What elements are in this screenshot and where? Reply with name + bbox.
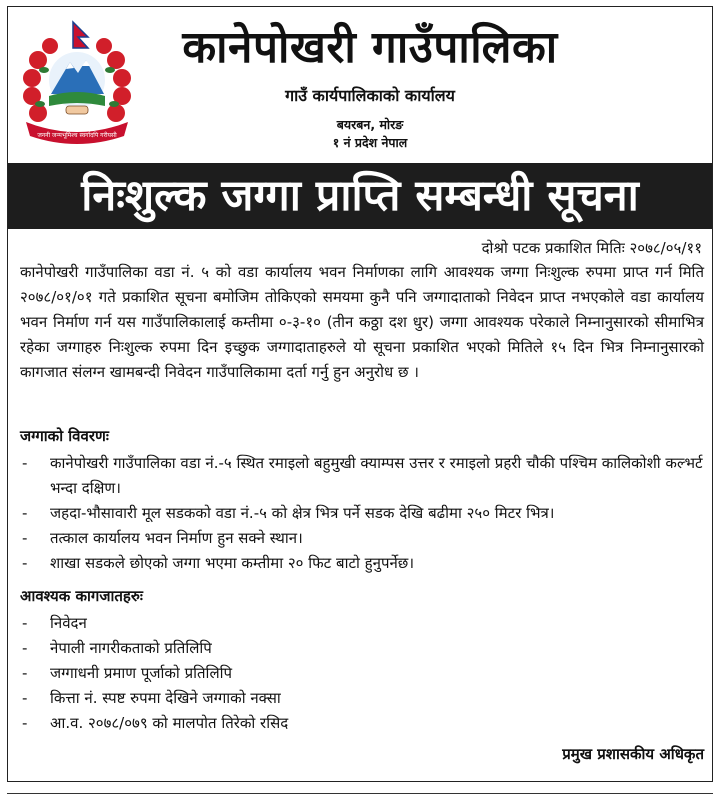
- list-item-text: कित्ता नं. स्पष्ट रुपमा देखिने जग्गाको नक्सा: [50, 689, 281, 707]
- municipality-name: कानेपोखरी गाउँपालिका: [182, 22, 558, 73]
- list-item: [20, 711, 704, 736]
- notice-title: निःशुल्क जग्गा प्राप्ति सम्बन्धी सूचना: [8, 163, 712, 229]
- bullet-dash: -: [22, 554, 28, 572]
- office-name: गाउँ कार्यपालिकाको कार्यालय: [285, 86, 455, 105]
- list-item: [20, 636, 704, 661]
- address-line-2: १ नं प्रदेश नेपाल: [332, 135, 408, 150]
- bullet-dash: -: [22, 529, 28, 547]
- list-item: [20, 501, 704, 526]
- list-item: [20, 526, 704, 551]
- bullet-dash: -: [22, 639, 28, 657]
- list-item: [20, 611, 704, 636]
- required-docs-heading: आवश्यक कागजातहरुः: [20, 587, 143, 605]
- list-item-text: शाखा सडकले छोएको जग्गा भएमा कम्तीमा २० फिट बाटो हुनुपर्नेछ।: [50, 554, 415, 572]
- bullet-dash: -: [22, 689, 28, 707]
- bullet-dash: -: [22, 454, 28, 472]
- bullet-dash: -: [22, 664, 28, 682]
- bullet-dash: -: [22, 614, 28, 632]
- list-item-text: आ.व. २०७८/०७९ को मालपोत तिरेको रसिद: [50, 714, 289, 732]
- national-emblem-icon: [18, 18, 136, 150]
- list-item-text: जग्गाधनी प्रमाण पूर्जाको प्रतिलिपि: [50, 664, 233, 682]
- list-item: [20, 661, 704, 686]
- list-item: [20, 686, 704, 711]
- address-block: [160, 116, 580, 152]
- required-docs-list: [20, 611, 704, 736]
- list-item-text: कानेपोखरी गाउँपालिका वडा नं.-५ स्थित रमाइलो बहुमुखी क्याम्पस उत्तर र रमाइलो प्रहरी चौकी पश्चिम कालिकोशी कल्भर्ट भन्दा दक्षिण।: [50, 454, 703, 497]
- bullet-dash: -: [22, 714, 28, 732]
- flag-icon: [73, 22, 88, 48]
- list-item-text: जहदा-भौसावारी मूल सडकको वडा नं.-५ को क्षेत्र भित्र पर्ने सडक देखि बढीमा २५० मिटर भित्र।: [50, 504, 555, 522]
- list-item-text: निवेदन: [50, 614, 87, 632]
- list-item: [20, 551, 704, 576]
- list-item-text: नेपाली नागरीकताको प्रतिलिपि: [50, 639, 212, 657]
- bottom-divider: [7, 793, 713, 794]
- list-item-text: तत्काल कार्यालय भवन निर्माण हुन सक्ने स्थान।: [50, 529, 303, 547]
- land-details-list: [20, 451, 704, 576]
- notice-body: कानेपोखरी गाउँपालिका वडा नं. ५ को वडा कार्यालय भवन निर्माणका लागि आवश्यक जग्गा निःशुल्क रुपमा प्राप्त गर्न मिति २०७८/०१/०१ गते प्रकाशित सूचना बमोजिम तोकिएको समयमा कुनै पनि जग्गादाताको निवेदन प्राप्त नभएकोले वडा कार्यालय भवन निर्माण गर्न यस गाउँपालिकालाई कम्तीमा ०-३-१० (तीन कठ्ठा दश धुर) जग्गा आवश्यक परेकाले निम्नानुसारको सीमाभित्र रहेका जग्गाहरु निःशुल्क रुपमा दिन इच्छुक जग्गादाताहरुले यो सूचना प्रकाशित भएको मितिले १५ दिन भित्र निम्नानुसारको कागजात संलग्न खामबन्दी निवेदन गाउँपालिकामा दर्ता गर्नु हुन अनुरोध छ ।: [20, 263, 704, 381]
- publication-date: दोश्रो पटक प्रकाशित मितिः २०७८/०५/११: [481, 239, 702, 257]
- list-item: [20, 451, 704, 501]
- signatory-title: प्रमुख प्रशासकीय अधिकृत: [562, 745, 704, 763]
- bullet-dash: -: [22, 504, 28, 522]
- address-line-1: बयरबन, मोरङ: [336, 117, 404, 132]
- land-details-heading: जग्गाको विवरणः: [20, 427, 109, 445]
- emblem-motto: जननी जन्मभूमिश्च स्वर्गादपि गरीयसी: [37, 132, 117, 139]
